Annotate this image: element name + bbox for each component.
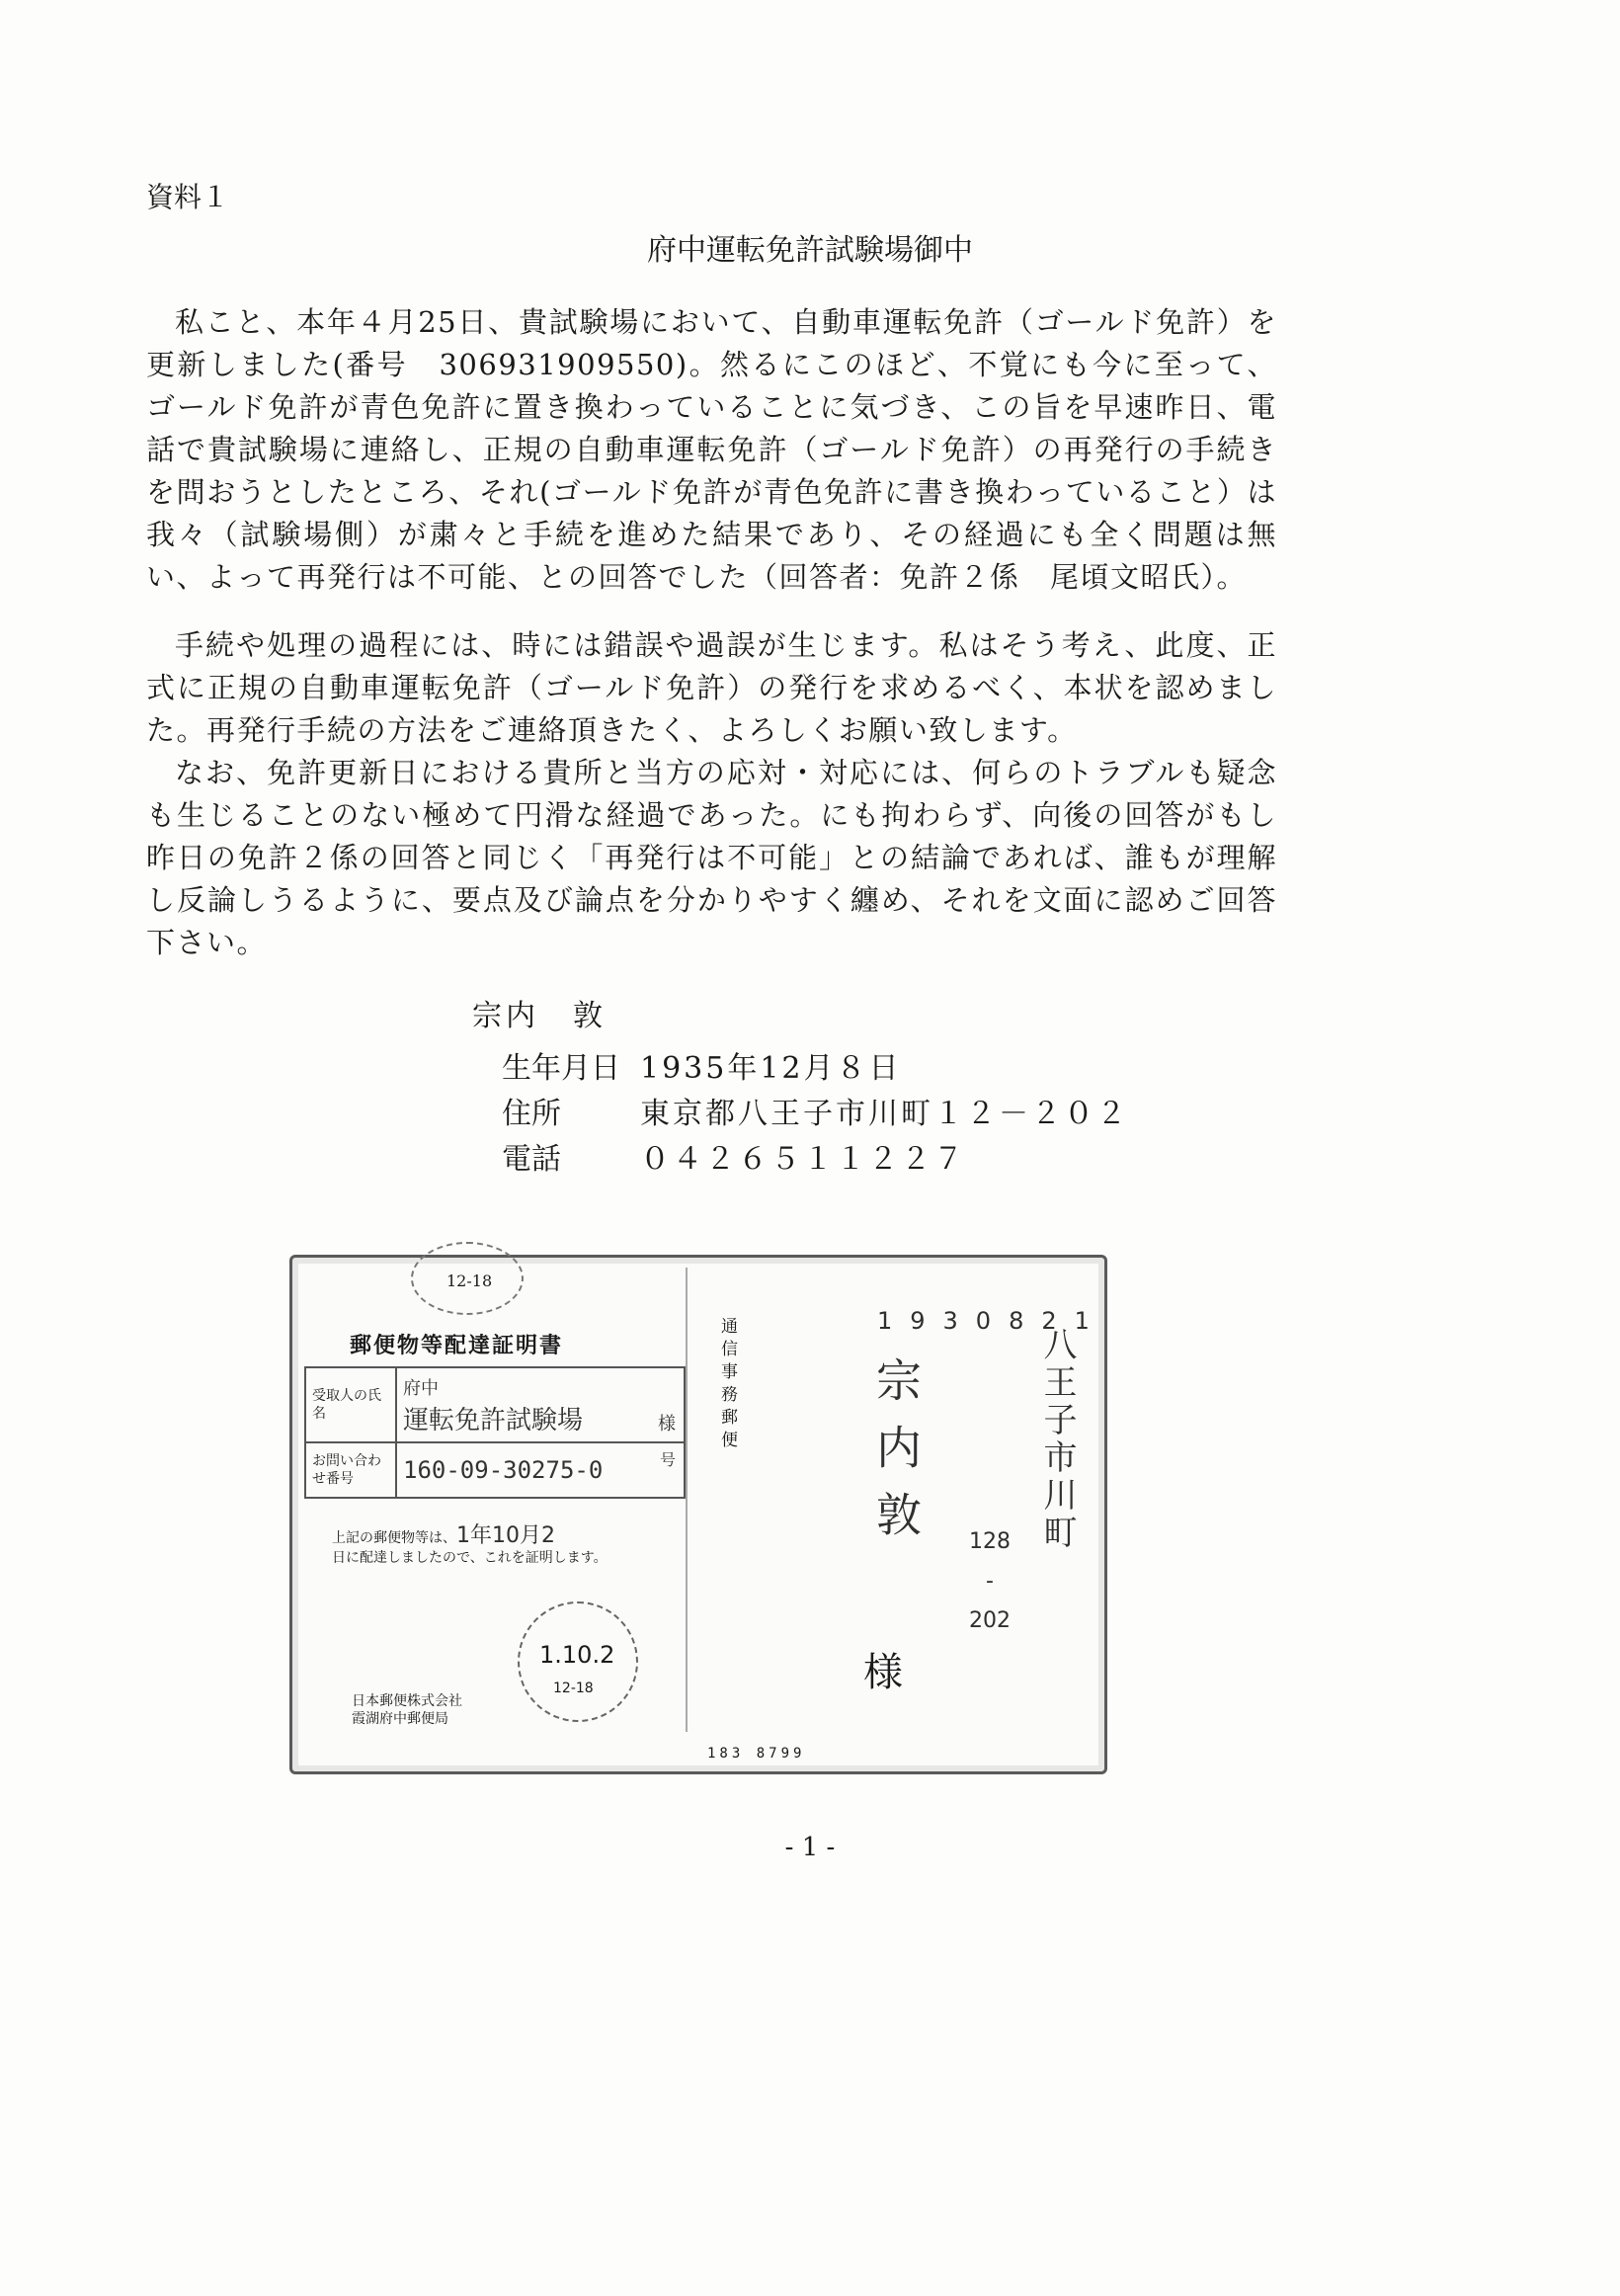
addressee-heading: 府中運転免許試験場御中 [647, 233, 973, 268]
inquiry-suffix: 号 [659, 1450, 676, 1469]
recipient-honorific: 様 [658, 1414, 676, 1435]
recipient-line1: 府中 [403, 1377, 439, 1399]
stamp-date-text: 1.10.2 [539, 1641, 615, 1669]
note-suffix: 日に配達しましたので、これを証明します。 [332, 1550, 608, 1566]
stamp-top-text: 12-18 [446, 1271, 493, 1290]
certificate-table [304, 1366, 686, 1499]
paragraph-text: 私こと、本年４月25日、貴試験場において、自動車運転免許（ゴールド免許）を更新しました(番号 306931909550)。然るにこのほど、不覚にも今に至って、ゴールド免許が青色免許に置き換わっていることに気づき、この旨を早速昨日、電話で貴試験場に連絡し、正規の自動車運転免許（ゴールド免許）の再発行の手続きを問おうとしたところ、それ(ゴールド免許が青色免許に書き換わっていること）は我々（試験場側）が粛々と手続を進めた結果であり、その経過にも全く問題は無い、よって再発行は不可能、との回答でした（回答者：免許２係 尾頃文昭氏）。 [146, 305, 1277, 594]
handwritten-address-number: 128 - 202 [969, 1529, 1011, 1633]
postmark-stamp-top [411, 1242, 524, 1315]
issuer-line2: 霞湖府中郵便局 [352, 1711, 448, 1727]
sender-name: 宗内 敦 [472, 999, 607, 1033]
recipient-line2: 運転免許試験場 [403, 1405, 584, 1435]
inquiry-value-cell [396, 1442, 685, 1498]
page-number: - 1 - [784, 1833, 836, 1862]
paragraph-text: 手続や処理の過程には、時には錯誤や過誤が生じます。私はそう考え、此度、正式に正規の自動車運転免許（ゴールド免許）の発行を求めるべく、本状を認めました。再発行手続の方法をご連絡頂きたく、よろしくお願い致します。 [146, 628, 1277, 747]
birth-value: 1935年12月８日 [640, 1051, 902, 1086]
address-value: 東京都八王子市川町１２－２０２ [640, 1097, 1129, 1131]
birth-label: 生年月日 [502, 1051, 620, 1086]
sender-phone-row [472, 1133, 1129, 1179]
note-date: 1年10月2 [456, 1523, 555, 1548]
certificate-issuer [352, 1692, 462, 1728]
name-honorific: 様 [863, 1650, 903, 1695]
phone-label: 電話 [502, 1142, 561, 1177]
handwritten-address: 八王子市川町 [1037, 1327, 1077, 1552]
certificate-title: 郵便物等配達証明書 [350, 1334, 564, 1358]
issuer-line1: 日本郵便株式会社 [352, 1693, 462, 1709]
inquiry-number: 160-09-30275-0 [403, 1456, 604, 1484]
recipient-row [305, 1367, 685, 1442]
delivery-certificate [289, 1255, 1107, 1774]
certificate-divider [686, 1268, 688, 1732]
body-paragraph-2 [146, 624, 1277, 964]
sender-birth-row [472, 1042, 1129, 1088]
mail-type-vertical: 通信事務郵便 [717, 1317, 737, 1453]
paragraph-text: なお、免許更新日における貴所と当方の応対・対応には、何らのトラブルも疑念も生じることのない極めて円滑な経過であった。にも拘わらず、向後の回答がもし昨日の免許２係の回答と同じく「再発行は不可能」との結論であれば、誰もが理解し反論しうるように、要点及び論点を分かりやすく纏め、それを文面に認めご回答下さい。 [146, 756, 1277, 959]
document-label: 資料１ [146, 181, 230, 213]
certificate-postcode: 183 8799 [707, 1746, 806, 1762]
inquiry-row [305, 1442, 685, 1498]
inquiry-label: お問い合わせ番号 [305, 1442, 396, 1498]
stamp-date-subtext: 12-18 [553, 1681, 594, 1696]
postmark-date-stamp [518, 1601, 638, 1722]
address-label: 住所 [502, 1097, 561, 1131]
sender-address-row [472, 1088, 1129, 1133]
sender-block [472, 991, 1129, 1179]
certificate-note [332, 1523, 608, 1568]
recipient-label: 受取人の氏 名 [305, 1367, 396, 1442]
handwritten-name: 宗内敦 [869, 1356, 923, 1558]
phone-value: ０４２６５１１２２７ [640, 1142, 966, 1177]
note-prefix: 上記の郵便物等は、 [332, 1530, 456, 1546]
handwritten-serial: 1930821 [877, 1307, 1107, 1335]
body-paragraph-1 [146, 301, 1277, 599]
recipient-value [396, 1367, 685, 1442]
